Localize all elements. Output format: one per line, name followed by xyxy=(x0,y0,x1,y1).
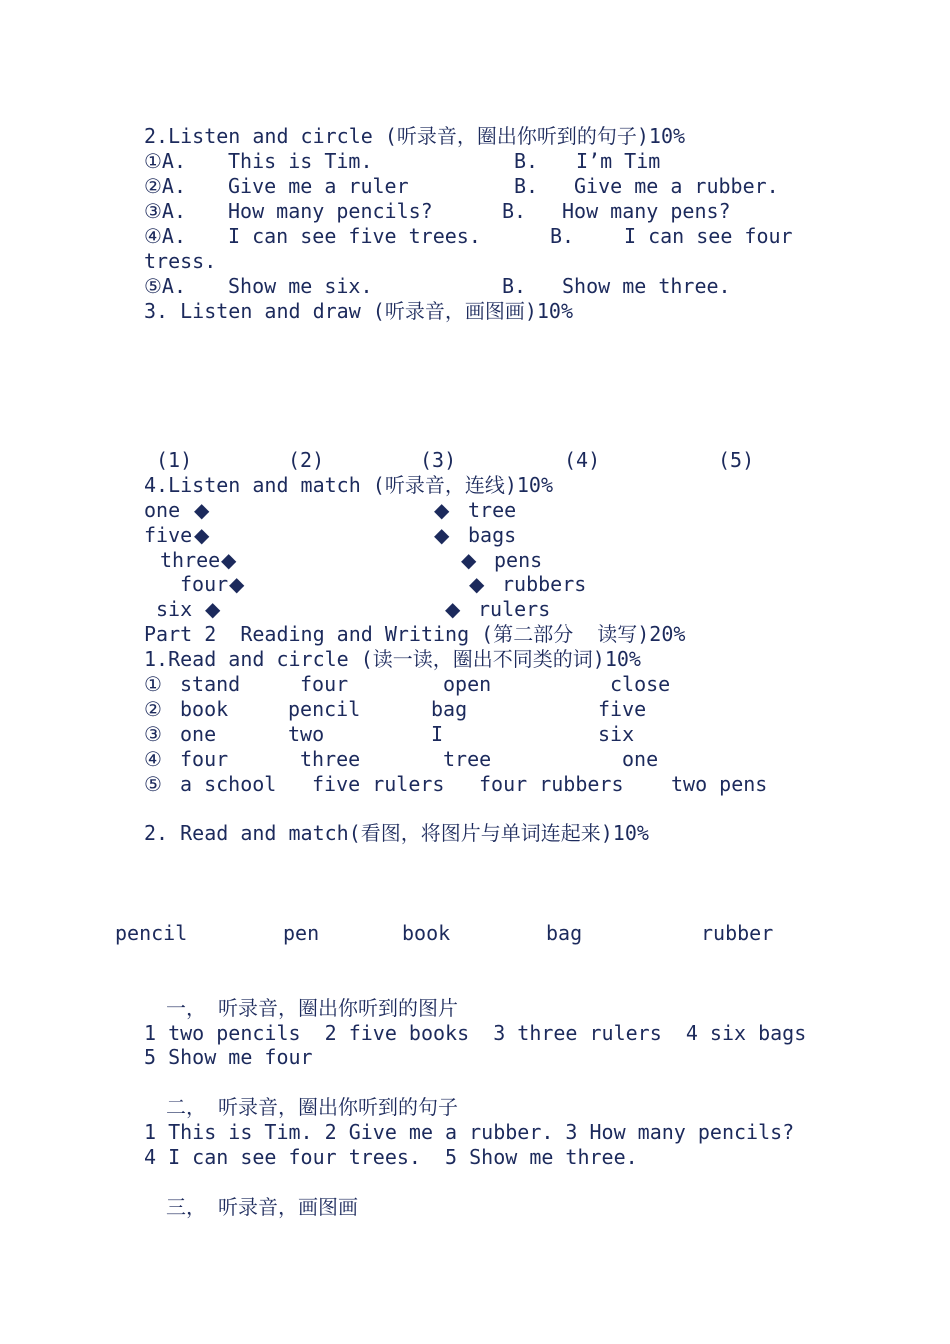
rc-row3-num: ③ xyxy=(144,722,162,746)
script-s2-line1: 1 This is Tim. 2 Give me a rubber. 3 How many pencils? xyxy=(144,1120,795,1144)
match-left-dot[interactable]: ◆ xyxy=(229,572,245,596)
rm-word[interactable]: pencil xyxy=(115,921,188,945)
rc-word[interactable]: bag xyxy=(431,697,468,721)
item4-option-b-cont: tress. xyxy=(144,249,217,273)
item1-num: ①A. xyxy=(144,149,187,173)
rm-word[interactable]: book xyxy=(402,921,451,945)
rc-word[interactable]: close xyxy=(610,672,671,696)
rc-word[interactable]: book xyxy=(180,697,229,721)
draw-number-1: (1) xyxy=(156,448,193,472)
rc-word[interactable]: three xyxy=(300,747,361,771)
item3-option-a: How many pencils? xyxy=(228,199,433,223)
rc-word[interactable]: a school xyxy=(180,772,277,796)
rc-row1-num: ① xyxy=(144,672,162,696)
match-right-word: rubbers xyxy=(502,572,587,596)
rc-word[interactable]: tree xyxy=(443,747,492,771)
rc-word[interactable]: five xyxy=(598,697,647,721)
draw-number-3: (3) xyxy=(420,448,457,472)
item5-option-a: Show me six. xyxy=(228,274,373,298)
match-left-word: four xyxy=(180,572,229,596)
rc-word[interactable]: five rulers xyxy=(312,772,445,796)
draw-number-2: (2) xyxy=(288,448,325,472)
item4-b-label: B. xyxy=(550,224,575,248)
script-s3-heading: 三， 听录音，画图画 xyxy=(166,1195,359,1219)
rc-word[interactable]: four xyxy=(180,747,229,771)
match-right-dot[interactable]: ◆ xyxy=(469,572,485,596)
match-left-dot[interactable]: ◆ xyxy=(221,548,237,572)
item2-b-label: B. xyxy=(514,174,539,198)
match-right-word: rulers xyxy=(478,597,551,621)
item5-b-label: B. xyxy=(502,274,527,298)
match-left-word: six xyxy=(156,597,193,621)
item1-b-label: B. xyxy=(514,149,539,173)
rc-row4-num: ④ xyxy=(144,747,162,771)
rc-word[interactable]: two xyxy=(288,722,325,746)
script-s2-heading: 二， 听录音，圈出你听到的句子 xyxy=(166,1095,459,1119)
match-right-word: bags xyxy=(468,523,517,547)
script-s1-line1: 1 two pencils 2 five books 3 three rulers 4 six bags xyxy=(144,1021,807,1045)
rc-row5-num: ⑤ xyxy=(144,772,162,796)
rc-word[interactable]: four rubbers xyxy=(479,772,624,796)
rc-word[interactable]: open xyxy=(443,672,492,696)
rc-row2-num: ② xyxy=(144,697,162,721)
match-left-dot[interactable]: ◆ xyxy=(205,597,221,621)
item5-num: ⑤A. xyxy=(144,274,187,298)
match-right-dot[interactable]: ◆ xyxy=(434,523,450,547)
match-left-dot[interactable]: ◆ xyxy=(194,498,210,522)
script-s1-line2: 5 Show me four xyxy=(144,1045,313,1069)
rc-word[interactable]: six xyxy=(598,722,635,746)
item2-option-a: Give me a ruler xyxy=(228,174,409,198)
match-left-word: three xyxy=(160,548,221,572)
match-left-dot[interactable]: ◆ xyxy=(194,523,210,547)
item3-num: ③A. xyxy=(144,199,187,223)
part2-heading: Part 2 Reading and Writing (第二部分 读写)20% xyxy=(144,622,686,646)
item4-option-b: I can see four xyxy=(624,224,793,248)
rc-word[interactable]: one xyxy=(622,747,659,771)
item2-num: ②A. xyxy=(144,174,187,198)
section4-heading: 4.Listen and match (听录音，连线)10% xyxy=(144,473,553,497)
match-right-dot[interactable]: ◆ xyxy=(461,548,477,572)
match-right-dot[interactable]: ◆ xyxy=(434,498,450,522)
rm-word[interactable]: rubber xyxy=(701,921,774,945)
item5-option-b: Show me three. xyxy=(562,274,731,298)
match-right-dot[interactable]: ◆ xyxy=(445,597,461,621)
rc-word[interactable]: one xyxy=(180,722,217,746)
item3-option-b: How many pens? xyxy=(562,199,731,223)
item4-option-a: I can see five trees. xyxy=(228,224,481,248)
draw-number-5: (5) xyxy=(718,448,755,472)
rc-word[interactable]: I xyxy=(431,722,444,746)
rc-word[interactable]: four xyxy=(300,672,349,696)
match-left-word: one xyxy=(144,498,181,522)
rm-word[interactable]: pen xyxy=(283,921,320,945)
item4-num: ④A. xyxy=(144,224,187,248)
script-s2-line2: 4 I can see four trees. 5 Show me three. xyxy=(144,1145,638,1169)
item1-option-a: This is Tim. xyxy=(228,149,373,173)
match-right-word: pens xyxy=(494,548,543,572)
match-right-word: tree xyxy=(468,498,517,522)
section3-heading: 3. Listen and draw (听录音，画图画)10% xyxy=(144,299,573,323)
script-s1-heading: 一， 听录音，圈出你听到的图片 xyxy=(166,996,459,1020)
section2-heading: 2.Listen and circle (听录音，圈出你听到的句子)10% xyxy=(144,124,686,148)
read-circle-heading: 1.Read and circle (读一读，圈出不同类的词)10% xyxy=(144,647,641,671)
draw-number-4: (4) xyxy=(564,448,601,472)
rc-word[interactable]: stand xyxy=(180,672,241,696)
read-match-heading: 2. Read and match(看图，将图片与单词连起来)10% xyxy=(144,821,649,845)
rc-word[interactable]: pencil xyxy=(288,697,361,721)
rc-word[interactable]: two pens xyxy=(671,772,768,796)
item2-option-b: Give me a rubber. xyxy=(574,174,779,198)
item1-option-b: I’m Tim xyxy=(576,149,661,173)
rm-word[interactable]: bag xyxy=(546,921,583,945)
match-left-word: five xyxy=(144,523,193,547)
item3-b-label: B. xyxy=(502,199,527,223)
